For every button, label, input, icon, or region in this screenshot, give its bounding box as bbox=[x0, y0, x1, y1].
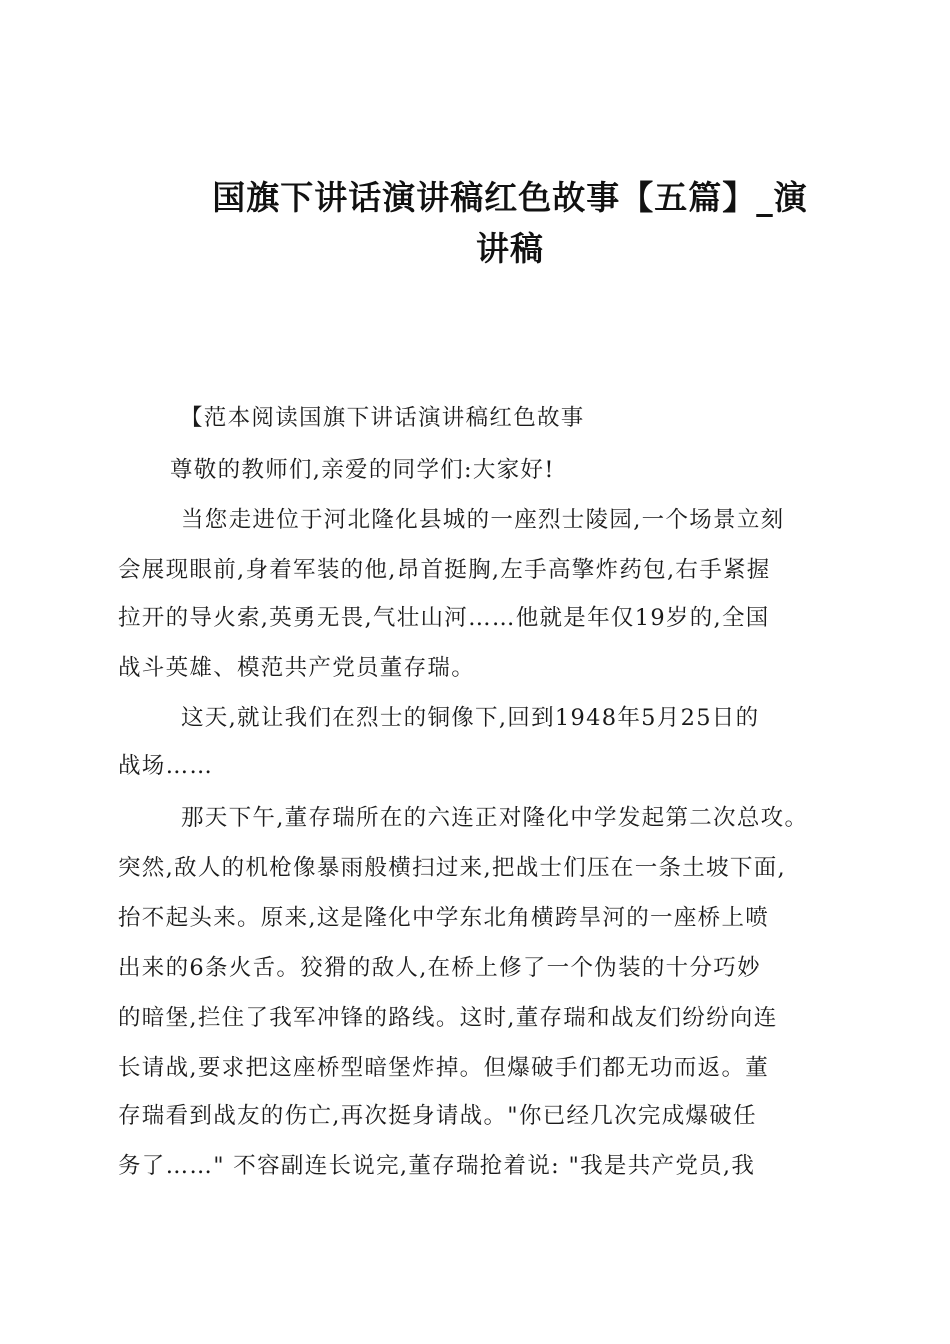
body-line: 这天,就让我们在烈士的铜像下,回到1948年5月25日的 bbox=[181, 705, 760, 731]
body-line: 战斗英雄、模范共产党员董存瑞。 bbox=[118, 655, 476, 681]
title-line-1: 国旗下讲话演讲稿红色故事【五篇】_演 bbox=[212, 178, 808, 217]
body-line: 【范本阅读国旗下讲话演讲稿红色故事 bbox=[180, 405, 585, 431]
body-line: 务了……" 不容副连长说完,董存瑞抢着说: "我是共产党员,我 bbox=[118, 1153, 756, 1179]
body-line: 的暗堡,拦住了我军冲锋的路线。这时,董存瑞和战友们纷纷向连 bbox=[118, 1005, 778, 1031]
body-line: 会展现眼前,身着军装的他,昂首挺胸,左手高擎炸药包,右手紧握 bbox=[118, 557, 771, 583]
body-line: 战场…… bbox=[118, 753, 214, 779]
body-line: 尊敬的教师们,亲爱的同学们:大家好! bbox=[170, 457, 555, 483]
body-line: 那天下午,董存瑞所在的六连正对隆化中学发起第二次总攻。 bbox=[181, 805, 809, 831]
title-line-2: 讲稿 bbox=[476, 229, 544, 268]
document-title bbox=[150, 172, 870, 274]
body-line: 存瑞看到战友的伤亡,再次挺身请战。"你已经几次完成爆破任 bbox=[118, 1103, 757, 1129]
body-line: 拉开的导火索,英勇无畏,气壮山河……他就是年仅19岁的,全国 bbox=[118, 605, 770, 631]
body-line: 长请战,要求把这座桥型暗堡炸掉。但爆破手们都无功而返。董 bbox=[118, 1055, 770, 1081]
body-line: 突然,敌人的机枪像暴雨般横扫过来,把战士们压在一条土坡下面, bbox=[118, 855, 786, 881]
body-line: 当您走进位于河北隆化县城的一座烈士陵园,一个场景立刻 bbox=[181, 507, 785, 533]
body-line: 出来的6条火舌。狡猾的敌人,在桥上修了一个伪装的十分巧妙 bbox=[118, 955, 761, 981]
body-line: 抬不起头来。原来,这是隆化中学东北角横跨旱河的一座桥上喷 bbox=[118, 905, 770, 931]
